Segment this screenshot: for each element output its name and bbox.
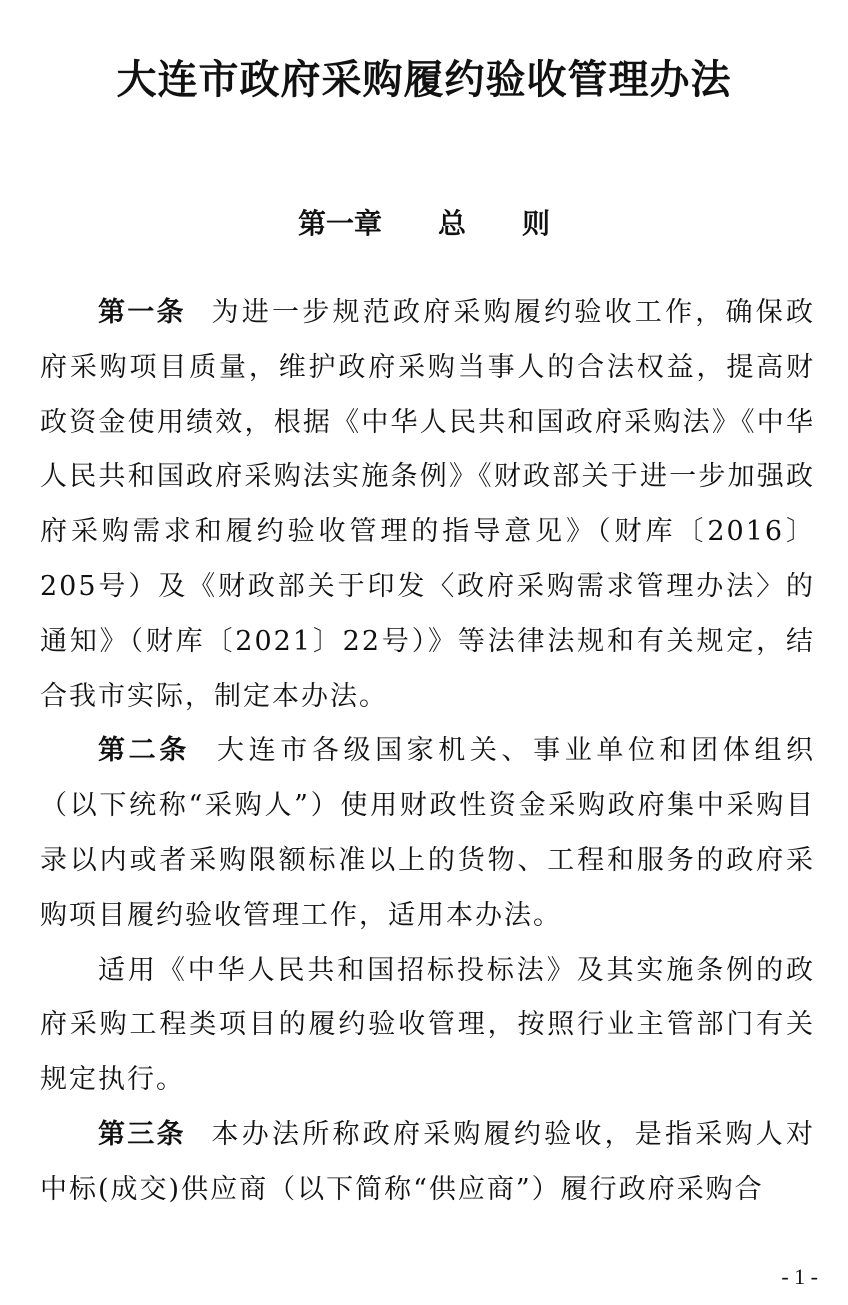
- article-number: 第一条: [98, 297, 186, 328]
- article-number: 第三条: [98, 1118, 186, 1150]
- article-1-paragraph: [40, 286, 815, 724]
- document-title: 大连市政府采购履约验收管理办法: [116, 56, 732, 103]
- chapter-heading: 第一章 总 则: [297, 207, 550, 240]
- document-body: [40, 286, 815, 1218]
- page-number: - 1 -: [781, 1264, 818, 1289]
- article-text: 适用《中华人民共和国招标投标法》及其实施条例的政府采购工程类项目的履约验收管理，按照行业主管部门有关规定执行。: [40, 954, 815, 1096]
- article-2-paragraph: [40, 724, 815, 943]
- article-text: 大连市各级国家机关、事业单位和团体组织（以下统称“采购人”）使用财政性资金采购政府集中采购目录以内或者采购限额标准以上的货物、工程和服务的政府采购项目履约验收管理工作，适用本办法。: [40, 735, 815, 931]
- article-3-paragraph: [40, 1108, 815, 1218]
- article-text: 为进一步规范政府采购履约验收工作，确保政府采购项目质量，维护政府采购当事人的合法权益，提高财政资金使用绩效，根据《中华人民共和国政府采购法》《中华人民共和国政府采购法实施条例》《财政部关于进一步加强政府采购需求和履约验收管理的指导意见》（财库〔2016〕205号）及《财政部关于印发〈政府采购需求管理办法〉的通知》（财库〔2021〕22号）》等法律法规和有关规定，结合我市实际，制定本办法。: [40, 297, 816, 712]
- article-number: 第二条: [98, 735, 190, 767]
- article-2-continuation-paragraph: [40, 944, 815, 1108]
- article-text: 本办法所称政府采购履约验收，是指采购人对中标(成交)供应商（以下简称“供应商”）履行政府采购合: [40, 1118, 816, 1205]
